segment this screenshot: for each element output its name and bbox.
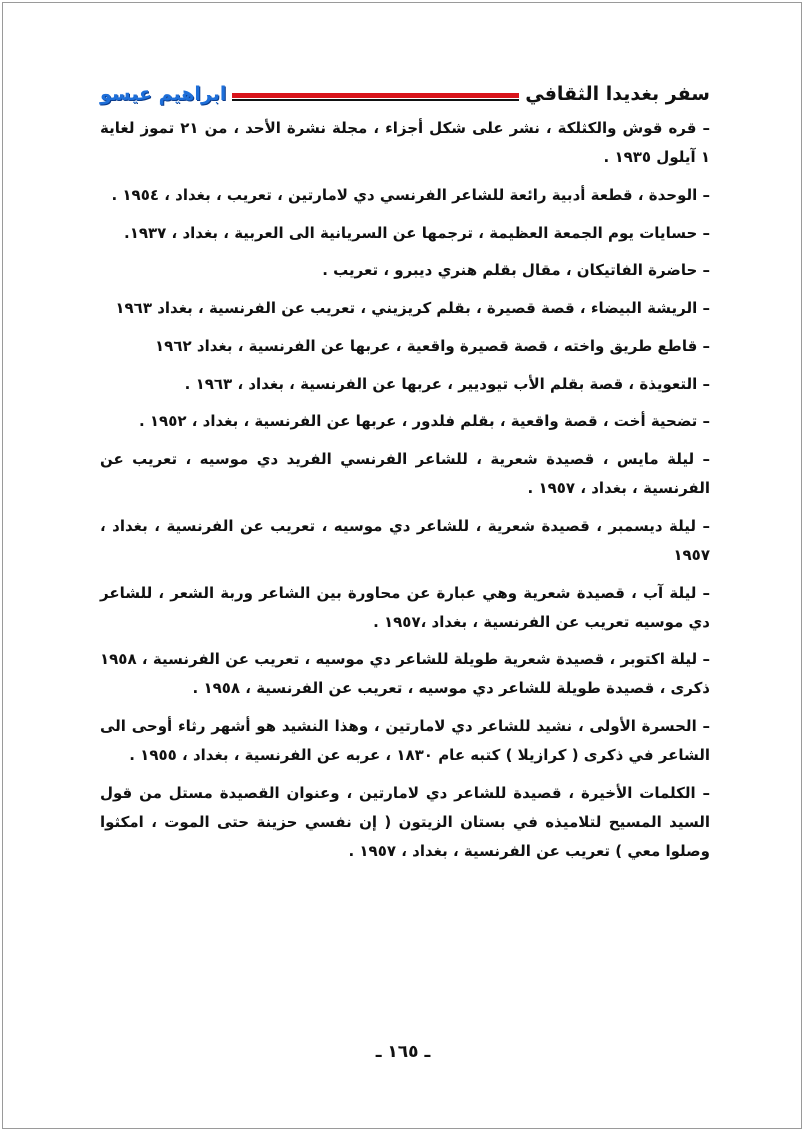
page-body (100, 114, 710, 874)
page-number: ـ ١٦٥ ـ (375, 1042, 431, 1062)
bibliography-entry: – حاضرة الفاتيكان ، مقال بقلم هنري ديبرو ، تعريب . (322, 261, 710, 280)
bibliography-entry: – الريشة البيضاء ، قصة قصيرة ، بقلم كريزيني ، تعريب عن الفرنسية ، بغداد ١٩٦٣ (115, 299, 710, 318)
bibliography-entry: – الوحدة ، قطعة أدبية رائعة للشاعر الفرنسي دي لامارتين ، تعريب ، بغداد ، ١٩٥٤ . (111, 185, 710, 204)
bibliography-entry: – قره قوش والكثلكة ، نشر على شكل أجزاء ، مجلة نشرة الأحد ، من ٢١ تموز لغاية ١ آيلول ١٩٣٥ . (100, 119, 710, 166)
bibliography-entry: – تضحية أخت ، قصة واقعية ، بقلم فلدور ، عربها عن الفرنسية ، بغداد ، ١٩٥٢ . (138, 412, 710, 431)
bibliography-entry: – حسايات يوم الجمعة العظيمة ، ترجمها عن السريانية الى العربية ، بغداد ، ١٩٣٧. (123, 223, 710, 242)
bibliography-entry: – الكلمات الأخيرة ، قصيدة للشاعر دي لامارتين ، وعنوان القصيدة مستل من قول السيد المسيح لتلاميذه في بستان الزيتون ( إن نفسي حزينة حتى الموت ، امكثوا وصلوا معي ) تعريب عن الفرنسية ، بغداد ، ١٩٥٧ . (100, 783, 710, 860)
book-title: سفر بغديدا الثقافي (519, 82, 710, 106)
bibliography-entry: – ليلة ديسمبر ، قصيدة شعرية ، للشاعر دي موسيه ، تعريب عن الفرنسية ، بغداد ، ١٩٥٧ (100, 516, 710, 564)
bibliography-entry: – ليلة مايس ، قصيدة شعرية ، للشاعر الفرنسي الفريد دي موسيه ، تعريب عن الفرنسية ، بغداد ، ١٩٥٧ . (100, 450, 710, 498)
bibliography-entry: – ليلة آب ، قصيدة شعرية وهي عبارة عن محاورة بين الشاعر وربة الشعر ، للشاعر دي موسيه تعريب عن الفرنسية ، بغداد ،١٩٥٧ . (100, 583, 710, 631)
bibliography-entry: – ليلة اكتوبر ، قصيدة شعرية طويلة للشاعر دي موسيه ، تعريب عن الفرنسية ، ١٩٥٨ ذكرى ، قصيدة طويلة للشاعر دي موسيه ، تعريب عن الفرنسية ، ١٩٥٨ . (100, 650, 710, 698)
bibliography-entry: – الحسرة الأولى ، نشيد للشاعر دي لامارتين ، وهذا النشيد هو أشهر رثاء أوحى الى الشاعر في ذكرى ( كرازيلا ) كتبه عام ١٨٣٠ ، عربه عن الفرنسية ، بغداد ، ١٩٥٥ . (100, 717, 710, 764)
running-header (100, 82, 710, 108)
bibliography-entry: – التعويذة ، قصة بقلم الأب تيوديير ، عربها عن الفرنسية ، بغداد ، ١٩٦٣ . (184, 374, 710, 393)
bibliography-entry: – قاطع طريق واخته ، قصة قصيرة واقعية ، عربها عن الفرنسية ، بغداد ١٩٦٢ (155, 336, 710, 355)
author-name: ابراهيم عيسو (100, 82, 232, 106)
